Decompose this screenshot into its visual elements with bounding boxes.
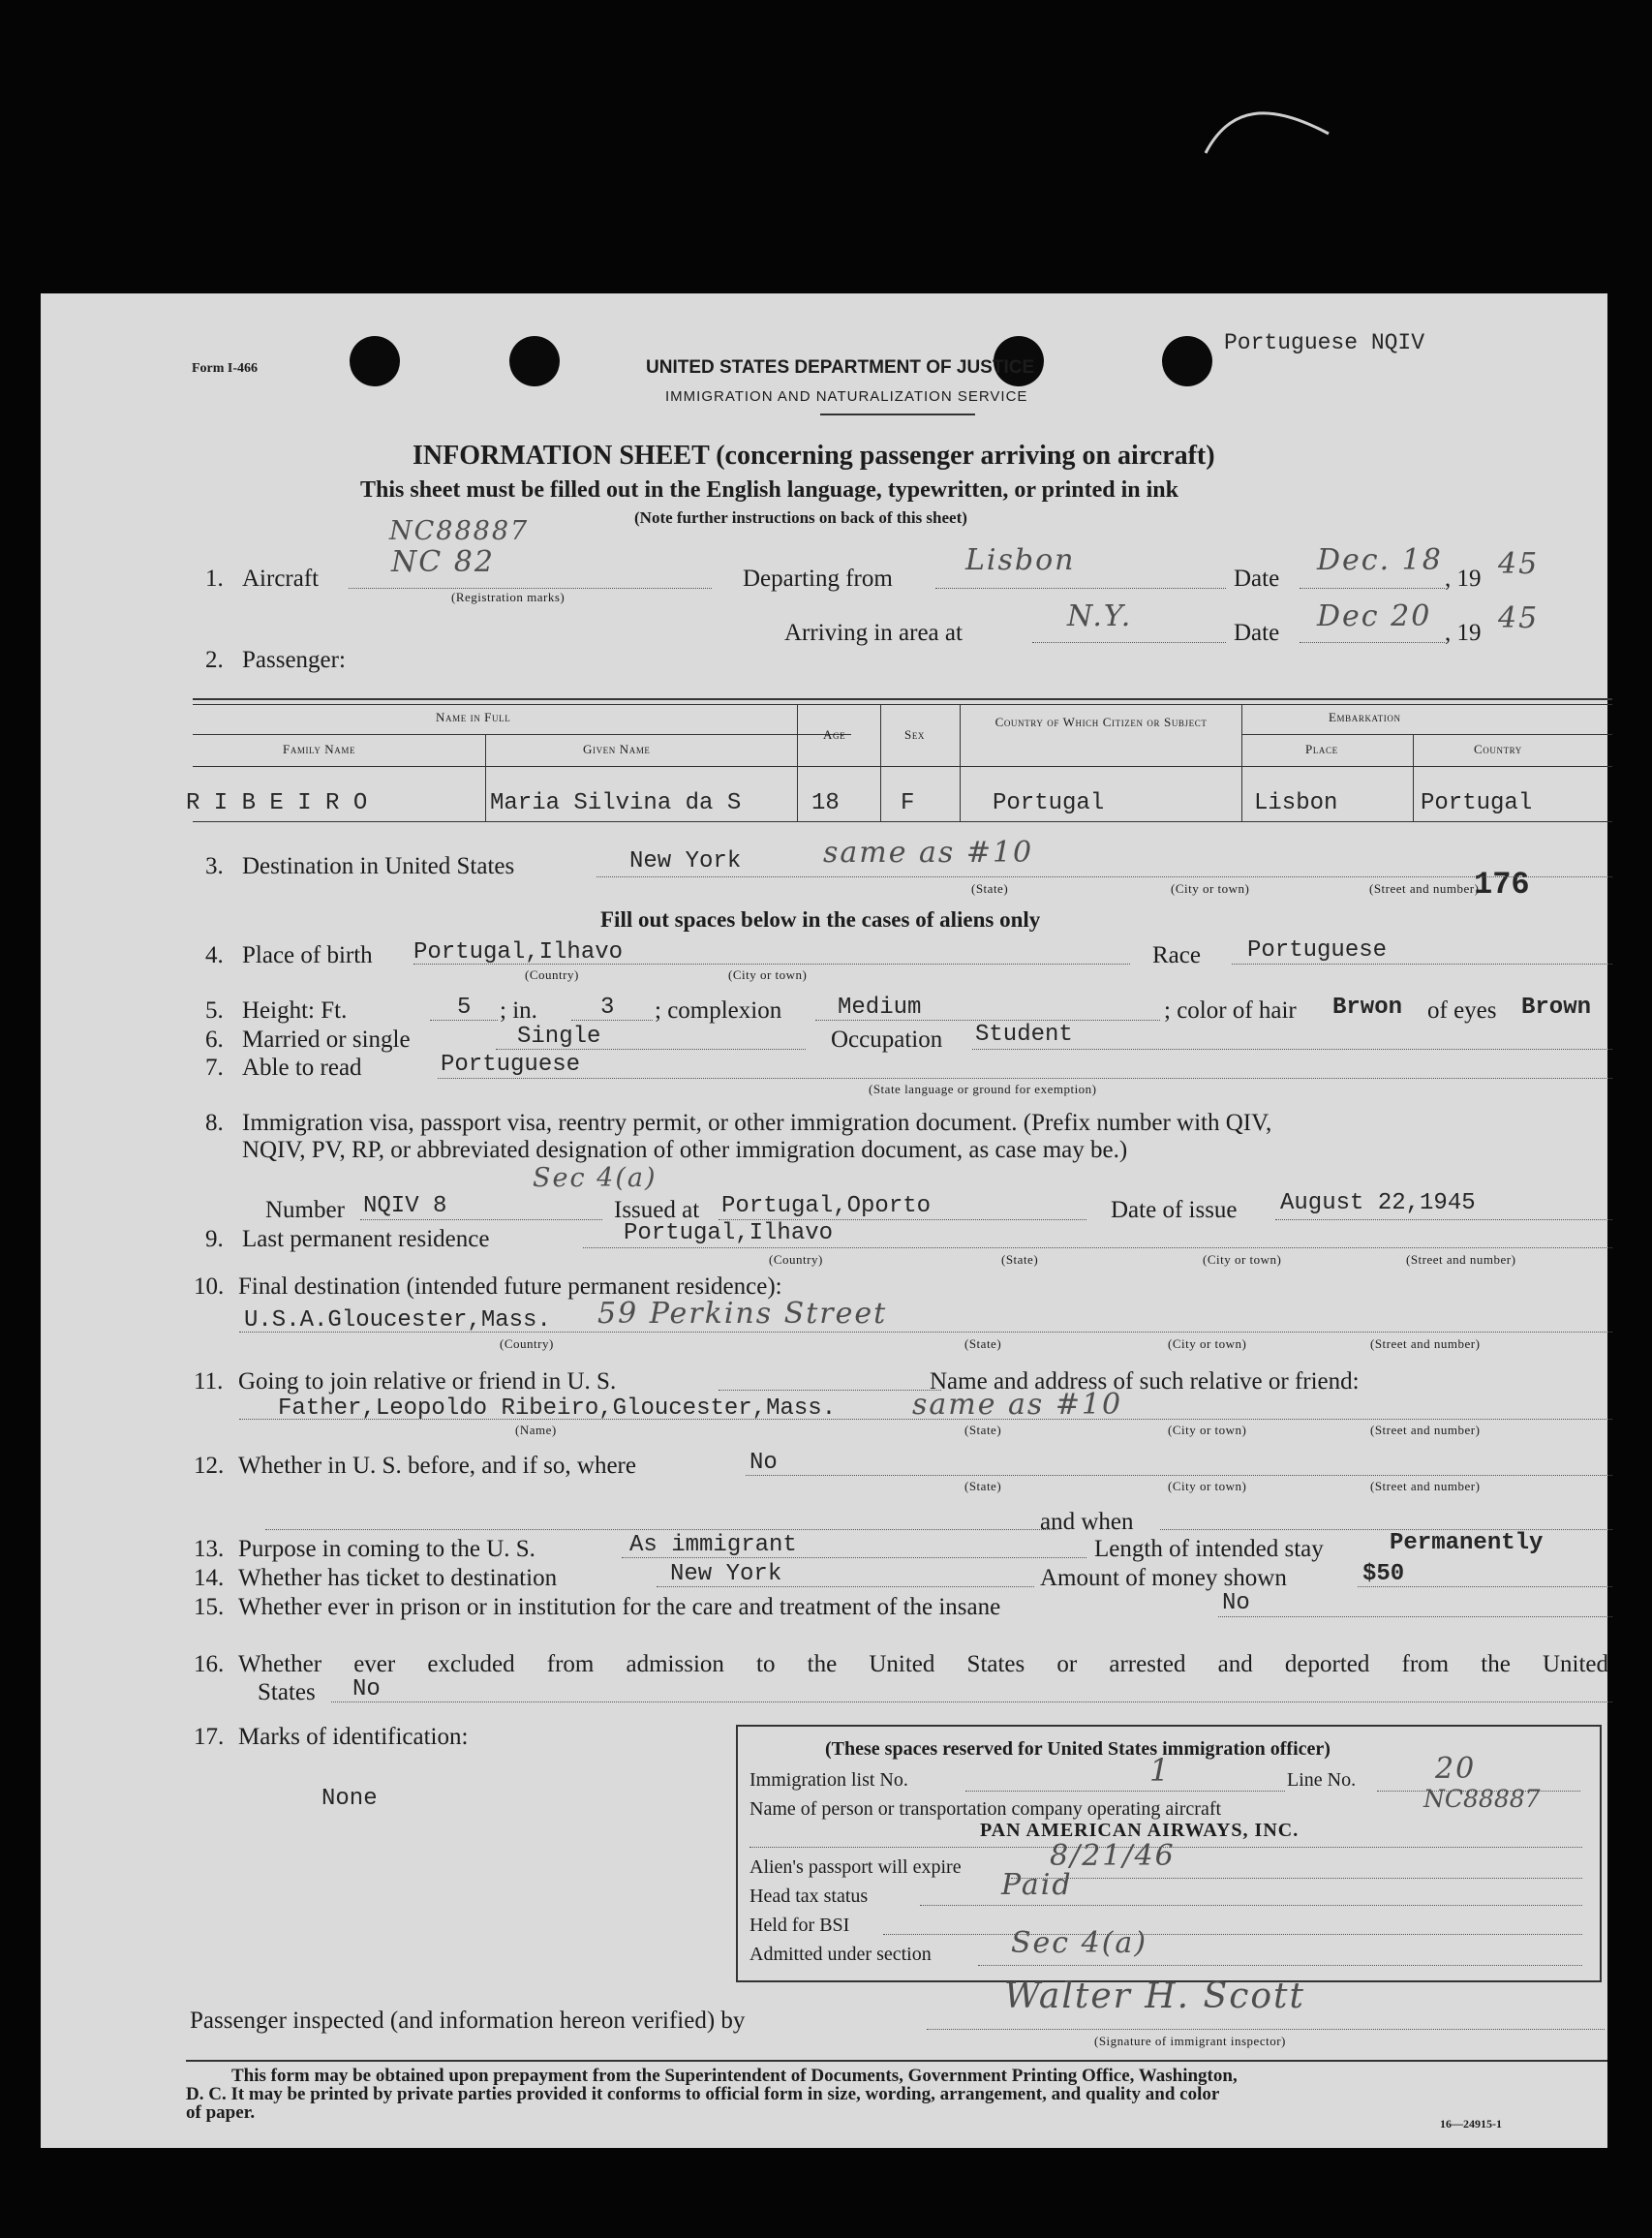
inspection-label: Passenger inspected (and information hereon verified) by xyxy=(190,2008,746,2034)
money-label: Amount of money shown xyxy=(1040,1565,1287,1591)
caption: (Country) xyxy=(525,967,579,982)
date-label: Date xyxy=(1234,566,1280,592)
sex: F xyxy=(901,790,915,816)
caption: (Street and number) xyxy=(1406,1252,1516,1267)
inspector-signature: Walter H. Scott xyxy=(1004,1977,1305,2016)
caption: (Name) xyxy=(515,1423,557,1437)
visa-line-2: NQIV, PV, RP, or abbreviated designation of other immigration document, as case may be.) xyxy=(242,1137,1128,1163)
inches-label: ; in. xyxy=(500,997,537,1024)
tax-value: Paid xyxy=(1001,1868,1073,1902)
item-number: 3. xyxy=(205,853,224,879)
embarkation-place: Lisbon xyxy=(1254,790,1338,816)
item-number: 4. xyxy=(205,942,224,968)
list-value: 1 xyxy=(1149,1752,1172,1789)
caption: (State language or ground for exemption) xyxy=(869,1082,1097,1096)
punch-hole xyxy=(509,336,560,386)
caption: (Signature of immigrant inspector) xyxy=(1094,2034,1286,2048)
top-right-tag: Portuguese NQIV xyxy=(1224,330,1425,355)
visa-number-value: NQIV 8 xyxy=(363,1193,447,1219)
company-handwritten: NC88887 xyxy=(1423,1785,1541,1813)
complexion-label: ; complexion xyxy=(655,997,782,1024)
height-inches: 3 xyxy=(600,995,615,1021)
scratch-mark xyxy=(1201,97,1336,165)
issued-label: Issued at xyxy=(614,1197,700,1223)
item-number: 17. xyxy=(194,1724,225,1750)
visa-line-1: Immigration visa, passport visa, reentry permit, or other immigration document. (Prefix number with QIV, xyxy=(242,1110,1272,1136)
caption: (Country) xyxy=(500,1336,554,1351)
item-number: 7. xyxy=(205,1055,224,1081)
birth-label: Place of birth xyxy=(242,942,373,968)
before-label: Whether in U. S. before, and if so, where xyxy=(238,1453,636,1479)
caption: (State) xyxy=(964,1479,1002,1493)
eyes-label: of eyes xyxy=(1427,997,1497,1024)
caption: (State) xyxy=(971,881,1009,896)
stay-label: Length of intended stay xyxy=(1094,1536,1324,1562)
visa-handwritten: Sec 4(a) xyxy=(533,1163,658,1193)
excluded-line-1: Whether ever excluded from admission to the United States or arrested and deported from the United xyxy=(238,1651,1608,1677)
marks-value: None xyxy=(321,1786,378,1812)
purpose-label: Purpose in coming to the U. S. xyxy=(238,1536,535,1562)
header-embarkation: Embarkation xyxy=(1329,710,1401,724)
citizen-of: Portugal xyxy=(993,790,1105,816)
height-feet: 5 xyxy=(457,995,472,1021)
join-typed: Father,Leopoldo Ribeiro,Gloucester,Mass. xyxy=(278,1395,837,1422)
read-label: Able to read xyxy=(242,1055,362,1081)
caption: (Country) xyxy=(769,1252,823,1267)
footer-line-2: D. C. It may be printed by private parties provided it conforms to official form in size, wording, arrangement, and quality and color xyxy=(186,2084,1220,2104)
footer-line-1: This form may be obtained upon prepayment from the Superintendent of Documents, Government Printing Office, Washington, xyxy=(231,2066,1238,2086)
excluded-value: No xyxy=(352,1676,381,1702)
header-place: Place xyxy=(1305,742,1338,756)
date-label: Date xyxy=(1234,620,1280,646)
caption: (Street and number) xyxy=(1369,881,1480,896)
issue-date-label: Date of issue xyxy=(1111,1197,1238,1223)
caption: (City or town) xyxy=(1168,1479,1247,1493)
corner-number: 176 xyxy=(1474,867,1530,903)
company-label: Name of person or transportation company operating aircraft xyxy=(750,1798,1222,1820)
header-age: Age xyxy=(823,727,846,742)
item-number: 15. xyxy=(194,1594,225,1620)
year-prefix: , 19 xyxy=(1445,566,1482,592)
instruction: This sheet must be filled out in the English language, typewritten, or printed in ink xyxy=(360,477,1178,503)
service: IMMIGRATION AND NATURALIZATION SERVICE xyxy=(665,388,1028,405)
officer-box xyxy=(736,1725,1602,1982)
height-label: Height: Ft. xyxy=(242,997,348,1024)
issued-value: Portugal,Oporto xyxy=(721,1193,932,1219)
arrival-year: 45 xyxy=(1498,601,1540,635)
prison-label: Whether ever in prison or in institution for the care and treatment of the insane xyxy=(238,1594,1001,1620)
arriving-label: Arriving in area at xyxy=(784,620,963,646)
departing-label: Departing from xyxy=(743,566,893,592)
item-number: 1. xyxy=(205,566,224,592)
hair-label: ; color of hair xyxy=(1164,997,1297,1024)
aircraft-registration: NC 82 xyxy=(391,545,495,579)
aliens-heading: Fill out spaces below in the cases of aliens only xyxy=(600,907,1041,932)
passport-value: 8/21/46 xyxy=(1050,1839,1176,1873)
married-label: Married or single xyxy=(242,1027,411,1053)
purpose-value: As immigrant xyxy=(629,1532,797,1558)
item-number: 13. xyxy=(194,1536,225,1562)
ticket-label: Whether has ticket to destination xyxy=(238,1565,558,1591)
family-name: R I B E I R O xyxy=(186,790,368,816)
arriving-value: N.Y. xyxy=(1067,599,1133,633)
marks-label: Marks of identification: xyxy=(238,1724,469,1750)
occupation-label: Occupation xyxy=(831,1027,943,1053)
caption: (City or town) xyxy=(1168,1336,1247,1351)
header-sex: Sex xyxy=(904,727,926,742)
caption: (City or town) xyxy=(1168,1423,1247,1437)
join-label: Going to join relative or friend in U. S. xyxy=(238,1368,617,1395)
issue-date-value: August 22,1945 xyxy=(1280,1190,1476,1216)
item-number: 10. xyxy=(194,1273,225,1300)
arrival-date: Dec 20 xyxy=(1317,599,1432,633)
married-value: Single xyxy=(517,1024,601,1050)
information-sheet xyxy=(41,293,1607,2148)
caption: (Registration marks) xyxy=(451,590,566,604)
caption: (Street and number) xyxy=(1370,1336,1481,1351)
final-destination-label: Final destination (intended future permanent residence): xyxy=(238,1273,782,1300)
departure-year: 45 xyxy=(1498,547,1540,581)
ticket-value: New York xyxy=(670,1561,782,1587)
page-title: INFORMATION SHEET (concerning passenger arriving on aircraft) xyxy=(413,441,1215,471)
aircraft-label: Aircraft xyxy=(242,566,320,592)
prison-value: No xyxy=(1222,1590,1250,1616)
visa-number-label: Number xyxy=(265,1197,345,1223)
note: (Note further instructions on back of this sheet) xyxy=(634,508,967,527)
footer-line-3: of paper. xyxy=(186,2102,256,2123)
hair-value: Brwon xyxy=(1332,995,1403,1021)
before-value: No xyxy=(750,1450,778,1476)
header-given-name: Given Name xyxy=(583,742,651,756)
destination-typed: New York xyxy=(629,848,742,874)
final-destination-typed: U.S.A.Gloucester,Mass. xyxy=(244,1307,551,1334)
item-number: 6. xyxy=(205,1027,224,1053)
embarkation-country: Portugal xyxy=(1421,790,1533,816)
read-value: Portuguese xyxy=(441,1052,581,1078)
section-value: Sec 4(a) xyxy=(1011,1926,1148,1960)
line-label: Line No. xyxy=(1287,1769,1357,1791)
birth-value: Portugal,Ilhavo xyxy=(413,939,624,966)
residence-value: Portugal,Ilhavo xyxy=(624,1220,834,1246)
join-label-2: Name and address of such relative or friend: xyxy=(930,1368,1360,1395)
caption: (City or town) xyxy=(728,967,808,982)
line-value: 20 xyxy=(1435,1752,1477,1786)
occupation-value: Student xyxy=(975,1022,1073,1048)
header-family-name: Family Name xyxy=(283,742,356,756)
punch-hole xyxy=(350,336,400,386)
money-value: $50 xyxy=(1362,1561,1405,1587)
caption: (Street and number) xyxy=(1370,1423,1481,1437)
passenger-label: Passenger: xyxy=(242,647,346,673)
header-country: Country xyxy=(1474,742,1522,756)
departure-date: Dec. 18 xyxy=(1317,543,1443,577)
form-code: 16—24915-1 xyxy=(1440,2117,1502,2131)
departing-value: Lisbon xyxy=(965,543,1076,577)
list-label: Immigration list No. xyxy=(750,1769,908,1791)
item-number: 16. xyxy=(194,1651,225,1677)
section-label: Admitted under section xyxy=(750,1944,932,1965)
item-number: 5. xyxy=(205,997,224,1024)
given-name: Maria Silvina da S xyxy=(490,790,742,816)
caption: (Street and number) xyxy=(1370,1479,1481,1493)
officer-box-title: (These spaces reserved for United States immigration officer) xyxy=(825,1738,1331,1760)
race-value: Portuguese xyxy=(1247,937,1388,964)
age: 18 xyxy=(811,790,840,816)
stay-value: Permanently xyxy=(1390,1530,1544,1556)
tax-label: Head tax status xyxy=(750,1885,869,1907)
caption: (City or town) xyxy=(1203,1252,1282,1267)
item-number: 14. xyxy=(194,1565,225,1591)
item-number: 11. xyxy=(194,1368,224,1395)
year-prefix: , 19 xyxy=(1445,620,1482,646)
residence-label: Last permanent residence xyxy=(242,1226,490,1252)
when-label: and when xyxy=(1040,1509,1134,1535)
caption: (State) xyxy=(964,1423,1002,1437)
item-number: 8. xyxy=(205,1110,224,1136)
join-handwritten: same as #10 xyxy=(912,1388,1123,1422)
complexion-value: Medium xyxy=(838,995,922,1021)
caption: (State) xyxy=(964,1336,1002,1351)
item-number: 12. xyxy=(194,1453,225,1479)
header-name-in-full: Name in Full xyxy=(436,710,511,724)
final-destination-handwritten: 59 Perkins Street xyxy=(597,1297,888,1331)
caption: (State) xyxy=(1001,1252,1039,1267)
company-stamp: PAN AMERICAN AIRWAYS, INC. xyxy=(980,1820,1300,1841)
item-number: 2. xyxy=(205,647,224,673)
destination-label: Destination in United States xyxy=(242,853,515,879)
passport-label: Alien's passport will expire xyxy=(750,1856,962,1878)
item-number: 9. xyxy=(205,1226,224,1252)
destination-handwritten: same as #10 xyxy=(823,836,1034,870)
eyes-value: Brown xyxy=(1521,995,1592,1021)
header-country-citizen: Country of Which Citizen or Subject xyxy=(994,715,1208,729)
excluded-line-2: States xyxy=(258,1679,316,1705)
caption: (City or town) xyxy=(1171,881,1250,896)
punch-hole xyxy=(1162,336,1212,386)
registration-top-handwritten: NC88887 xyxy=(389,516,530,546)
race-label: Race xyxy=(1152,942,1201,968)
department: UNITED STATES DEPARTMENT OF JUSTICE xyxy=(646,357,1035,378)
bsi-label: Held for BSI xyxy=(750,1915,850,1936)
form-number: Form I-466 xyxy=(192,361,259,376)
